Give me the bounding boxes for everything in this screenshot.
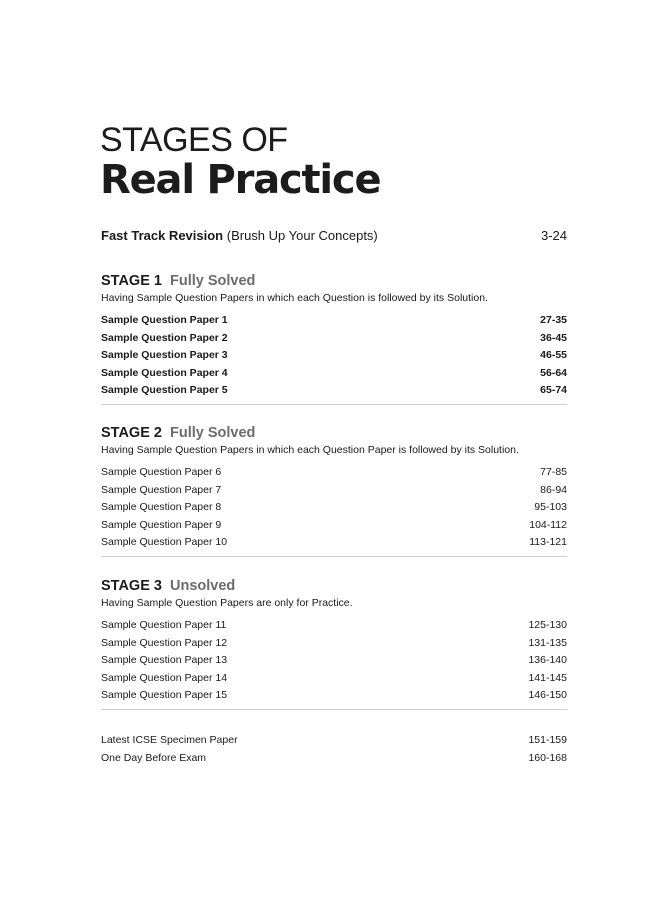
stage-items xyxy=(101,617,567,705)
item-name: Sample Question Paper 15 xyxy=(101,689,228,702)
item-pages: 160-168 xyxy=(528,751,567,764)
section-divider xyxy=(101,556,567,557)
fast-track-label xyxy=(101,228,378,244)
item-pages: 141-145 xyxy=(528,671,567,684)
item-name: Sample Question Paper 10 xyxy=(101,536,228,549)
stage-label: STAGE 1 xyxy=(101,273,162,289)
stage-heading xyxy=(101,272,567,290)
item-name: Latest ICSE Specimen Paper xyxy=(101,734,238,746)
list-item xyxy=(101,330,567,348)
list-item xyxy=(101,365,567,383)
item-pages: 27-35 xyxy=(540,314,567,326)
item-pages: 46-55 xyxy=(540,349,567,362)
item-name: Sample Question Paper 11 xyxy=(101,619,227,631)
stage-section-1 xyxy=(101,272,567,405)
list-item xyxy=(101,382,567,400)
list-item xyxy=(101,652,567,670)
item-pages: 146-150 xyxy=(528,689,567,702)
extra-entries xyxy=(101,732,567,767)
heading-line-2: Real Practice xyxy=(100,157,381,203)
fast-track-title: Fast Track Revision xyxy=(101,228,224,243)
item-pages: 136-140 xyxy=(528,654,567,667)
stage-description: Having Sample Question Papers are only for Practice. xyxy=(101,597,353,609)
item-pages: 151-159 xyxy=(528,734,567,746)
list-item xyxy=(101,687,567,705)
item-name: Sample Question Paper 7 xyxy=(101,483,222,496)
stage-label: STAGE 2 xyxy=(101,425,162,441)
list-item xyxy=(101,750,567,768)
fast-track-pages: 3-24 xyxy=(540,228,567,243)
section-divider xyxy=(101,404,567,405)
stage-heading xyxy=(101,577,567,595)
item-pages: 65-74 xyxy=(540,384,567,397)
list-item xyxy=(101,635,567,653)
item-name: Sample Question Paper 9 xyxy=(101,518,222,531)
stage-label: STAGE 3 xyxy=(101,578,162,594)
stage-section-3 xyxy=(101,577,567,710)
stage-type: Fully Solved xyxy=(170,425,256,441)
stage-type: Fully Solved xyxy=(170,273,256,289)
item-name: Sample Question Paper 4 xyxy=(101,366,228,379)
item-pages: 131-135 xyxy=(528,636,567,649)
item-pages: 113-121 xyxy=(529,536,567,549)
list-item xyxy=(101,347,567,365)
stage-description: Having Sample Question Papers in which each Question Paper is followed by its Solution. xyxy=(101,444,519,456)
fast-track-subtitle: (Brush Up Your Concepts) xyxy=(223,228,378,243)
stage-section-2 xyxy=(101,424,567,557)
item-pages: 104-112 xyxy=(529,518,567,531)
stage-description: Having Sample Question Papers in which each Question is followed by its Solution. xyxy=(101,292,488,304)
section-divider xyxy=(101,709,567,710)
item-name: Sample Question Paper 14 xyxy=(101,671,228,684)
item-name: Sample Question Paper 5 xyxy=(101,384,228,397)
item-pages: 125-130 xyxy=(528,619,567,631)
item-name: Sample Question Paper 3 xyxy=(101,349,228,362)
item-name: Sample Question Paper 2 xyxy=(101,331,228,344)
fast-track-entry xyxy=(101,228,567,244)
list-item xyxy=(101,617,567,635)
list-item xyxy=(101,464,567,482)
item-name: Sample Question Paper 8 xyxy=(101,501,222,514)
list-item xyxy=(101,499,567,517)
list-item xyxy=(101,534,567,552)
item-name: Sample Question Paper 6 xyxy=(101,466,222,478)
heading-line-1: STAGES OF xyxy=(100,121,288,159)
list-item xyxy=(101,312,567,330)
stage-type: Unsolved xyxy=(170,578,236,594)
item-name: Sample Question Paper 12 xyxy=(101,636,228,649)
item-pages: 95-103 xyxy=(534,501,567,514)
stage-heading xyxy=(101,424,567,442)
list-item xyxy=(101,482,567,500)
item-pages: 86-94 xyxy=(540,483,567,496)
item-pages: 56-64 xyxy=(540,366,567,379)
list-item xyxy=(101,732,567,750)
item-name: Sample Question Paper 1 xyxy=(101,314,228,326)
list-item xyxy=(101,517,567,535)
item-name: Sample Question Paper 13 xyxy=(101,654,228,667)
stage-items xyxy=(101,464,567,552)
item-pages: 36-45 xyxy=(540,331,567,344)
item-pages: 77-85 xyxy=(540,466,567,478)
item-name: One Day Before Exam xyxy=(101,751,207,764)
stage-items xyxy=(101,312,567,400)
list-item xyxy=(101,670,567,688)
